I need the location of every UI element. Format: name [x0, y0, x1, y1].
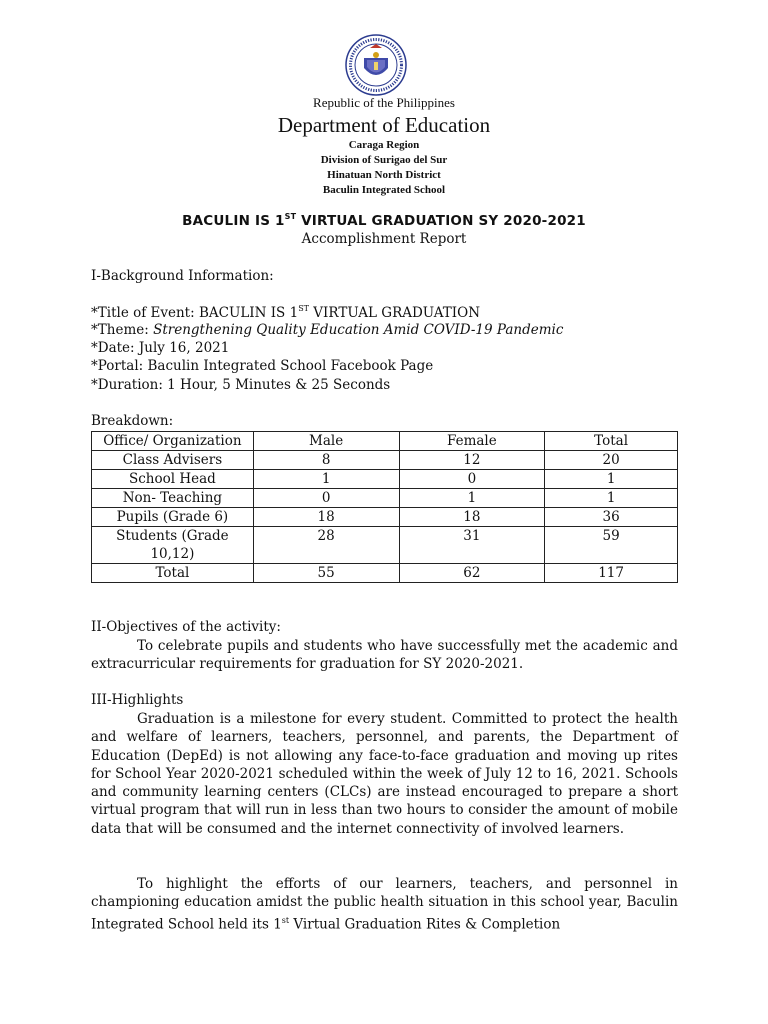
highlights-heading: III-Highlights [91, 692, 184, 708]
cell: 12 [399, 451, 545, 470]
table-row [92, 527, 678, 564]
table-row [92, 489, 678, 508]
cell: 31 [399, 527, 545, 564]
division-line: Division of Surigao del Sur [320, 154, 448, 166]
cell: 62 [399, 564, 545, 583]
region-line: Caraga Region [348, 139, 420, 151]
col-header-male: Male [253, 432, 399, 451]
cell: 1 [545, 489, 678, 508]
col-header-total: Total [545, 432, 678, 451]
portal-line: *Portal: Baculin Integrated School Facebook Page [91, 358, 434, 374]
cell: 1 [253, 470, 399, 489]
cell: Students (Grade 10,12) [92, 527, 254, 564]
school-line: Baculin Integrated School [322, 184, 446, 196]
cell: 18 [399, 508, 545, 527]
cell: 20 [545, 451, 678, 470]
table-header-row [92, 432, 678, 451]
cell: School Head [92, 470, 254, 489]
objectives-heading: II-Objectives of the activity: [91, 619, 281, 635]
cell: 8 [253, 451, 399, 470]
table-row [92, 470, 678, 489]
breakdown-label: Breakdown: [91, 413, 174, 429]
cell: Non- Teaching [92, 489, 254, 508]
table-row [92, 451, 678, 470]
deped-seal-logo [345, 34, 407, 96]
date-line: *Date: July 16, 2021 [91, 340, 230, 356]
department-name: Department of Education [277, 113, 491, 137]
col-header-female: Female [399, 432, 545, 451]
cell: 1 [545, 470, 678, 489]
event-title-line: *Title of Event: BACULIN IS 1ST VIRTUAL GRADUATION [91, 304, 481, 321]
report-title: BACULIN IS 1ST VIRTUAL GRADUATION SY 2020-2021 [182, 212, 586, 229]
district-line: Hinatuan North District [327, 169, 441, 181]
table-row [92, 508, 678, 527]
cell: 117 [545, 564, 678, 583]
col-header-office: Office/ Organization [92, 432, 254, 451]
cell: 1 [399, 489, 545, 508]
duration-line: *Duration: 1 Hour, 5 Minutes & 25 Seconds [91, 377, 391, 393]
cell: 0 [399, 470, 545, 489]
cell: 55 [253, 564, 399, 583]
table-total-row [92, 564, 678, 583]
cell: Total [92, 564, 254, 583]
cell: 28 [253, 527, 399, 564]
highlights-paragraph-2: To highlight the efforts of our learners, teachers, and personnel in championing education amidst the public health situation in this school year, Baculin Integrated School held its 1st Virtual Graduation Rites & Completion [91, 876, 678, 933]
theme-line: *Theme: Strengthening Quality Education Amid COVID-19 Pandemic [91, 322, 564, 338]
cell: Pupils (Grade 6) [92, 508, 254, 527]
cell: 0 [253, 489, 399, 508]
breakdown-table [91, 431, 678, 583]
republic-line: Republic of the Philippines [313, 95, 455, 110]
cell: 59 [545, 527, 678, 564]
background-heading: I-Background Information: [91, 268, 274, 284]
cell: 18 [253, 508, 399, 527]
objectives-text: To celebrate pupils and students who have successfully met the academic and extracurricular requirements for graduation for SY 2020-2021. [91, 638, 678, 673]
highlights-paragraph-1: Graduation is a milestone for every student. Committed to protect the health and welfare of learners, teachers, personnel, and parents, the Department of Education (DepEd) is not allowing any face-to-face graduation and moving up rites for School Year 2020-2021 scheduled within the week of July 12 to 16, 2021. Schools and community learning centers (CLCs) are instead encouraged to prepare a short virtual program that will run in less than two hours to consider the amount of mobile data that will be consumed and the internet connectivity of involved learners. [91, 711, 678, 837]
cell: Class Advisers [92, 451, 254, 470]
cell: 36 [545, 508, 678, 527]
report-subtitle: Accomplishment Report [301, 231, 467, 247]
